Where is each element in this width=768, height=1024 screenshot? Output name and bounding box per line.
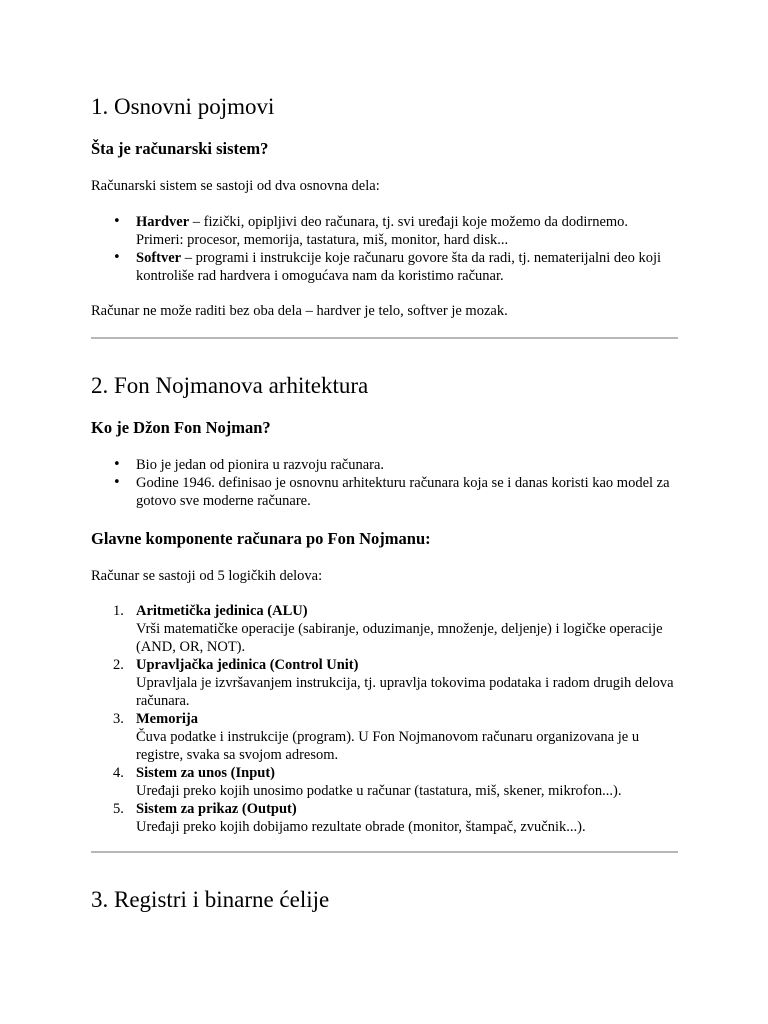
list-item: • Godine 1946. definisao je osnovnu arhitekturu računara koja se i danas koristi kao model za gotovo sve moderne računare.	[91, 474, 678, 510]
component-name: Memorija	[136, 711, 198, 727]
component-description: Uređaji preko kojih dobijamo rezultate obrade (monitor, štampač, zvučnik...).	[136, 819, 586, 835]
component-name: Aritmetička jedinica (ALU)	[136, 603, 308, 619]
component-name: Sistem za unos (Input)	[136, 765, 275, 781]
component-description: Čuva podatke i instrukcije (program). U Fon Nojmanovom računaru organizovana je u registre, svaka sa svojom adresom.	[136, 729, 640, 763]
component-description: Vrši matematičke operacije (sabiranje, oduzimanje, množenje, deljenje) i logičke operacije (AND, OR, NOT).	[136, 621, 663, 655]
list-item-text: – programi i instrukcije koje računaru govore šta da radi, tj. nematerijalni deo koji kontroliše rad hardvera i omogućava nam da koristimo računar.	[136, 250, 662, 284]
list-item-term: Hardver	[136, 214, 190, 230]
component-description: Upravljala je izvršavanjem instrukcija, tj. upravlja tokovima podataka i radom drugih delova računara.	[136, 675, 674, 709]
list-item	[91, 764, 678, 800]
list-item-number: 1.	[113, 603, 124, 619]
section-1-intro: Računarski sistem se sastoji od dva osnovna dela:	[91, 178, 380, 194]
list-item	[91, 800, 678, 836]
components-list	[91, 602, 678, 836]
section-1-conclusion: Računar ne može raditi bez oba dela – hardver je telo, softver je mozak.	[91, 303, 508, 319]
list-item	[91, 656, 678, 710]
list-item-number: 3.	[113, 711, 124, 727]
component-description: Uređaji preko kojih unosimo podatke u računar (tastatura, miš, skener, mikrofon...).	[136, 783, 622, 799]
components-heading: Glavne komponente računara po Fon Nojmanu:	[91, 529, 431, 548]
list-item	[91, 602, 678, 656]
list-item-number: 4.	[113, 765, 124, 781]
component-name: Upravljačka jedinica (Control Unit)	[136, 657, 359, 673]
hardware-software-list	[91, 213, 678, 285]
list-item-term: Softver	[136, 250, 182, 266]
section-1-title: 1. Osnovni pojmovi	[91, 94, 275, 119]
list-item-number: 5.	[113, 801, 124, 817]
list-item	[91, 213, 678, 249]
list-item-number: 2.	[113, 657, 124, 673]
section-2-subtitle: Ko je Džon Fon Nojman?	[91, 418, 271, 437]
section-3-title: 3. Registri i binarne ćelije	[91, 887, 330, 912]
list-item	[91, 249, 678, 285]
section-1-subtitle: Šta je računarski sistem?	[91, 139, 269, 158]
section-2-intro: Računar se sastoji od 5 logičkih delova:	[91, 568, 323, 584]
section-divider	[91, 851, 678, 853]
von-neumann-bio-list	[91, 456, 678, 510]
component-name: Sistem za prikaz (Output)	[136, 801, 297, 817]
list-item: • Bio je jedan od pionira u razvoju računara.	[91, 456, 678, 474]
section-2-title: 2. Fon Nojmanova arhitektura	[91, 373, 369, 398]
list-item-text: – fizički, opipljivi deo računara, tj. svi uređaji koje možemo da dodirnemo. Primeri: procesor, memorija, tastatura, miš, monitor, hard disk...	[136, 214, 629, 248]
section-divider	[91, 337, 678, 339]
list-item	[91, 710, 678, 764]
